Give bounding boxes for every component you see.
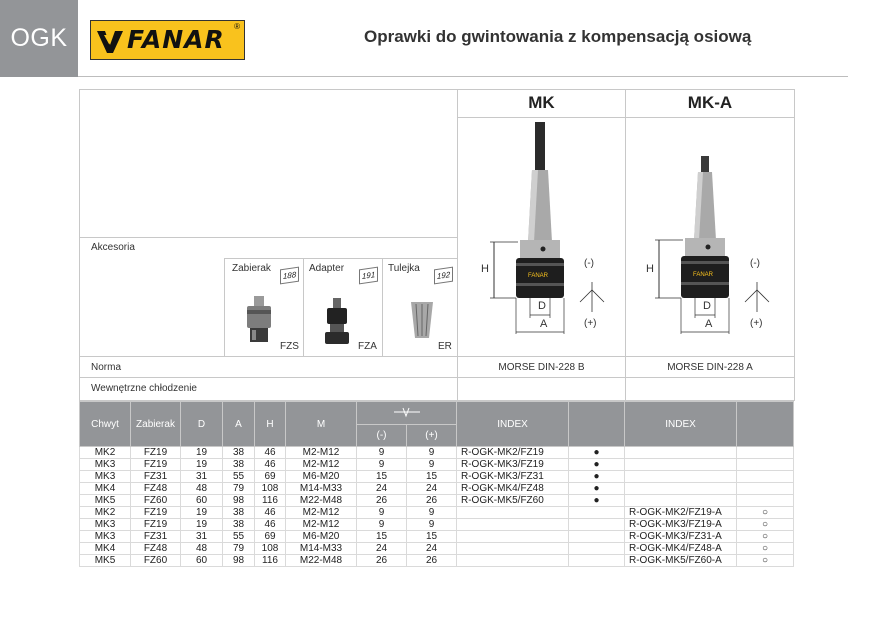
cell-zabierak: FZ31 <box>131 531 181 543</box>
cell-h: 116 <box>255 495 286 507</box>
cell-h: 46 <box>255 519 286 531</box>
cell-index-mka <box>625 495 737 507</box>
cell-index-mk: R-OGK-MK4/FZ48 <box>457 483 569 495</box>
cell-index-mk <box>457 555 569 567</box>
cell-mark-mk: ● <box>569 447 625 459</box>
table-row <box>80 483 794 495</box>
cell-minus: 9 <box>357 519 407 531</box>
cell-index-mka: R-OGK-MK4/FZ48-A <box>625 543 737 555</box>
cell-a: 38 <box>223 519 255 531</box>
header-plus: (+) <box>407 425 457 447</box>
cell-m: M22-M48 <box>286 495 357 507</box>
grid-line <box>79 237 457 238</box>
cell-zabierak: FZ19 <box>131 447 181 459</box>
cell-a: 98 <box>223 495 255 507</box>
cell-minus: 24 <box>357 543 407 555</box>
cell-mark-mk <box>569 519 625 531</box>
cell-mark-mka <box>737 471 794 483</box>
cell-mark-mka <box>737 447 794 459</box>
cell-mark-mk <box>569 543 625 555</box>
cell-index-mka: R-OGK-MK2/FZ19-A <box>625 507 737 519</box>
compensation-minus: (-) <box>584 258 594 269</box>
cell-mark-mka <box>737 459 794 471</box>
cell-chwyt: MK2 <box>80 507 131 519</box>
norma-mka: MORSE DIN-228 A <box>667 362 753 373</box>
cell-m: M14-M33 <box>286 483 357 495</box>
cell-a: 55 <box>223 531 255 543</box>
cell-d: 60 <box>181 555 223 567</box>
cell-zabierak: FZ48 <box>131 543 181 555</box>
cell-zabierak: FZ19 <box>131 507 181 519</box>
page-ref: 191 <box>359 267 378 285</box>
cell-d: 48 <box>181 483 223 495</box>
cell-zabierak: FZ31 <box>131 471 181 483</box>
cell-d: 19 <box>181 507 223 519</box>
zabierak-image <box>244 296 274 346</box>
brand-logo <box>90 20 245 60</box>
norma-label: Norma <box>91 362 122 373</box>
cell-index-mka <box>625 447 737 459</box>
grid-line <box>382 258 383 356</box>
cell-chwyt: MK3 <box>80 531 131 543</box>
cell-plus: 9 <box>407 507 457 519</box>
grid-line <box>79 89 794 90</box>
cell-m: M2-M12 <box>286 519 357 531</box>
grid-line <box>303 258 304 356</box>
cell-index-mka <box>625 471 737 483</box>
cell-plus: 9 <box>407 459 457 471</box>
cell-mark-mka: ○ <box>737 555 794 567</box>
header-d: D <box>181 402 223 447</box>
mk-column-title: MK <box>528 93 555 112</box>
table-row <box>80 471 794 483</box>
table-row <box>80 519 794 531</box>
cell-index-mk <box>457 519 569 531</box>
cell-h: 46 <box>255 447 286 459</box>
cell-index-mka: R-OGK-MK3/FZ19-A <box>625 519 737 531</box>
cell-plus: 24 <box>407 543 457 555</box>
cell-plus: 15 <box>407 531 457 543</box>
header-h: H <box>255 402 286 447</box>
cell-h: 69 <box>255 471 286 483</box>
fanar-logo-icon <box>96 27 124 55</box>
brand-name: FANAR <box>127 25 225 54</box>
cell-a: 38 <box>223 447 255 459</box>
grid-line <box>224 258 225 356</box>
header-mark-mka <box>737 402 794 447</box>
cell-a: 79 <box>223 483 255 495</box>
cell-mark-mk: ● <box>569 471 625 483</box>
cell-mark-mka: ○ <box>737 507 794 519</box>
cell-mark-mk <box>569 531 625 543</box>
dim-h-label: H <box>646 263 654 275</box>
header-mark-mk <box>569 402 625 447</box>
header-zabierak: Zabierak <box>131 402 181 447</box>
cell-chwyt: MK2 <box>80 447 131 459</box>
section-tab: OGK <box>0 0 78 77</box>
cell-mark-mk <box>569 555 625 567</box>
accessories-label: Akcesoria <box>91 242 135 253</box>
grid-line <box>224 258 457 259</box>
cell-h: 108 <box>255 483 286 495</box>
cell-minus: 9 <box>357 459 407 471</box>
cell-d: 19 <box>181 519 223 531</box>
grid-line <box>625 89 626 401</box>
grid-line <box>794 89 795 401</box>
dim-a-label: A <box>705 318 713 330</box>
cell-mark-mk: ● <box>569 495 625 507</box>
cell-minus: 26 <box>357 495 407 507</box>
cell-m: M2-M12 <box>286 459 357 471</box>
adapter-image <box>322 298 352 348</box>
svg-text:FANAR: FANAR <box>528 273 549 279</box>
cell-chwyt: MK4 <box>80 543 131 555</box>
cell-m: M2-M12 <box>286 507 357 519</box>
cell-h: 69 <box>255 531 286 543</box>
cell-plus: 15 <box>407 471 457 483</box>
cell-a: 38 <box>223 507 255 519</box>
cell-minus: 24 <box>357 483 407 495</box>
cell-index-mka: R-OGK-MK3/FZ31-A <box>625 531 737 543</box>
page-ref: 188 <box>280 267 299 285</box>
cell-index-mk: R-OGK-MK5/FZ60 <box>457 495 569 507</box>
header-m: M <box>286 402 357 447</box>
cell-d: 19 <box>181 459 223 471</box>
grid-line <box>79 356 794 357</box>
cell-h: 108 <box>255 543 286 555</box>
grid-line <box>79 89 80 401</box>
cell-index-mka: R-OGK-MK5/FZ60-A <box>625 555 737 567</box>
cell-minus: 9 <box>357 507 407 519</box>
compensation-plus: (+) <box>584 318 597 329</box>
compensation-plus: (+) <box>750 318 763 329</box>
cell-chwyt: MK3 <box>80 459 131 471</box>
cell-m: M2-M12 <box>286 447 357 459</box>
cell-index-mk: R-OGK-MK3/FZ31 <box>457 471 569 483</box>
norma-mk: MORSE DIN-228 B <box>498 362 585 373</box>
cell-m: M22-M48 <box>286 555 357 567</box>
cell-chwyt: MK4 <box>80 483 131 495</box>
header-minus: (-) <box>357 425 407 447</box>
cell-d: 19 <box>181 447 223 459</box>
cell-d: 48 <box>181 543 223 555</box>
cell-a: 55 <box>223 471 255 483</box>
page-title: Oprawki do gwintowania z kompensacją osiową <box>364 27 752 46</box>
cell-d: 31 <box>181 471 223 483</box>
cell-mark-mk: ● <box>569 459 625 471</box>
cell-d: 31 <box>181 531 223 543</box>
cell-mark-mka <box>737 483 794 495</box>
cell-h: 46 <box>255 459 286 471</box>
dim-a-label: A <box>540 318 548 330</box>
dim-d-label: D <box>703 300 711 312</box>
grid-line <box>457 117 794 118</box>
grid-line <box>79 377 794 378</box>
table-row <box>80 555 794 567</box>
header-a: A <box>223 402 255 447</box>
dim-d-label: D <box>538 300 546 312</box>
product-table <box>79 401 794 567</box>
tulejka-image <box>407 300 437 340</box>
cell-h: 46 <box>255 507 286 519</box>
accessory-name: Zabierak <box>232 263 271 274</box>
cell-index-mka <box>625 459 737 471</box>
cell-h: 116 <box>255 555 286 567</box>
table-row <box>80 459 794 471</box>
table-row <box>80 543 794 555</box>
grid-line <box>457 89 458 401</box>
cell-mark-mka <box>737 495 794 507</box>
cell-minus: 26 <box>357 555 407 567</box>
cell-zabierak: FZ60 <box>131 495 181 507</box>
page-ref: 192 <box>434 267 453 285</box>
cell-mark-mka: ○ <box>737 519 794 531</box>
cell-d: 60 <box>181 495 223 507</box>
cell-a: 79 <box>223 543 255 555</box>
cell-chwyt: MK3 <box>80 519 131 531</box>
cell-zabierak: FZ48 <box>131 483 181 495</box>
table-row <box>80 495 794 507</box>
cell-index-mk <box>457 507 569 519</box>
cell-chwyt: MK5 <box>80 495 131 507</box>
accessory-code: FZS <box>280 341 299 352</box>
cell-index-mk <box>457 531 569 543</box>
mka-column-title: MK-A <box>687 93 733 112</box>
cooling-label: Wewnętrzne chłodzenie <box>91 383 197 394</box>
cell-minus: 15 <box>357 531 407 543</box>
table-row <box>80 507 794 519</box>
header-index-mk: INDEX <box>457 402 569 447</box>
accessory-name: Tulejka <box>388 263 420 274</box>
cell-zabierak: FZ19 <box>131 459 181 471</box>
cell-zabierak: FZ60 <box>131 555 181 567</box>
cell-mark-mk <box>569 507 625 519</box>
cell-m: M6-M20 <box>286 531 357 543</box>
cell-index-mk: R-OGK-MK3/FZ19 <box>457 459 569 471</box>
header-compensation <box>357 402 457 425</box>
cell-plus: 9 <box>407 519 457 531</box>
cell-m: M6-M20 <box>286 471 357 483</box>
cell-plus: 26 <box>407 495 457 507</box>
cell-a: 38 <box>223 459 255 471</box>
cell-index-mk: R-OGK-MK2/FZ19 <box>457 447 569 459</box>
cell-index-mka <box>625 483 737 495</box>
compensation-icon <box>392 405 422 419</box>
cell-a: 98 <box>223 555 255 567</box>
cell-m: M14-M33 <box>286 543 357 555</box>
cell-mark-mk: ● <box>569 483 625 495</box>
cell-index-mk <box>457 543 569 555</box>
accessory-code: ER <box>438 341 452 352</box>
cell-minus: 15 <box>357 471 407 483</box>
dim-h-label: H <box>481 263 489 275</box>
accessory-name: Adapter <box>309 263 345 274</box>
cell-plus: 24 <box>407 483 457 495</box>
svg-text:FANAR: FANAR <box>693 272 714 278</box>
accessory-code: FZA <box>358 341 377 352</box>
table-row <box>80 531 794 543</box>
cell-zabierak: FZ19 <box>131 519 181 531</box>
cell-mark-mka: ○ <box>737 531 794 543</box>
header-divider <box>78 76 848 77</box>
registered-mark: ® <box>234 22 240 31</box>
header-index-mka: INDEX <box>625 402 737 447</box>
cell-plus: 26 <box>407 555 457 567</box>
header-chwyt: Chwyt <box>80 402 131 447</box>
cell-chwyt: MK5 <box>80 555 131 567</box>
cell-minus: 9 <box>357 447 407 459</box>
cell-mark-mka: ○ <box>737 543 794 555</box>
cell-plus: 9 <box>407 447 457 459</box>
cell-chwyt: MK3 <box>80 471 131 483</box>
compensation-minus: (-) <box>750 258 760 269</box>
table-row <box>80 447 794 459</box>
